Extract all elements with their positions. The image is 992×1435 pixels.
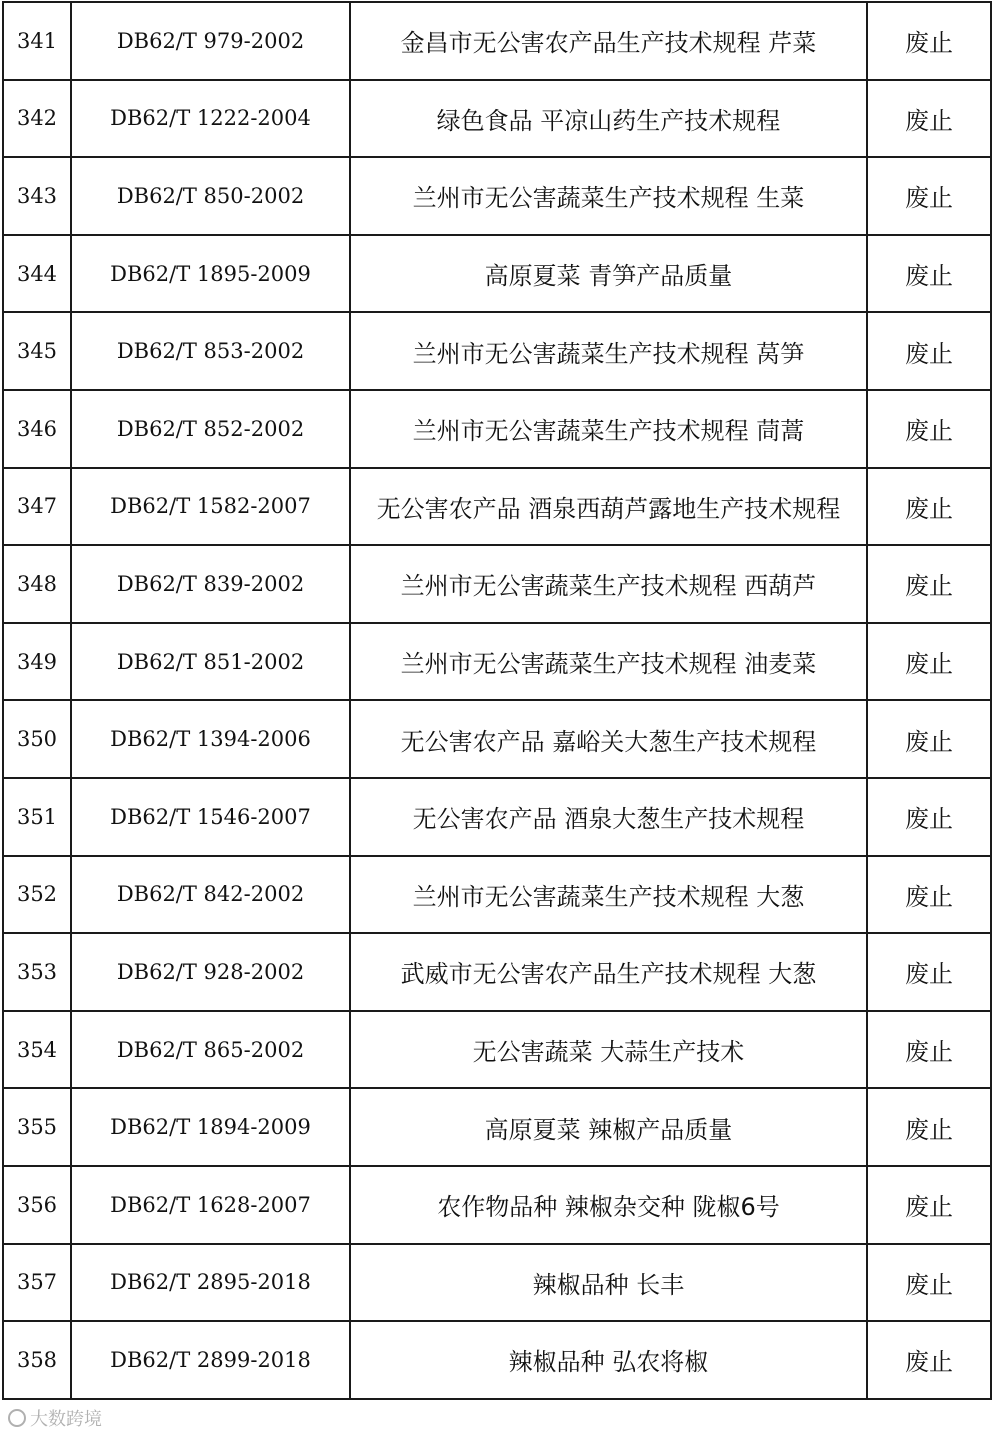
standard-code: DB62/T 850-2002 xyxy=(71,157,350,235)
standards-table xyxy=(2,1,992,1400)
table-row xyxy=(3,700,991,778)
standard-status: 废止 xyxy=(867,778,991,856)
standard-title: 无公害农产品 嘉峪关大葱生产技术规程 xyxy=(350,700,867,778)
standard-title: 兰州市无公害蔬菜生产技术规程 油麦菜 xyxy=(350,623,867,701)
standard-title: 兰州市无公害蔬菜生产技术规程 大葱 xyxy=(350,856,867,934)
standard-status: 废止 xyxy=(867,2,991,80)
table-row xyxy=(3,235,991,313)
row-number: 344 xyxy=(3,235,71,313)
standard-status: 废止 xyxy=(867,856,991,934)
row-number: 350 xyxy=(3,700,71,778)
row-number: 356 xyxy=(3,1166,71,1244)
standard-status: 废止 xyxy=(867,312,991,390)
table-row xyxy=(3,856,991,934)
table-row xyxy=(3,1011,991,1089)
table-row xyxy=(3,623,991,701)
watermark-logo-icon xyxy=(8,1409,26,1427)
table-row xyxy=(3,1321,991,1399)
standard-title: 兰州市无公害蔬菜生产技术规程 莴笋 xyxy=(350,312,867,390)
row-number: 345 xyxy=(3,312,71,390)
standard-code: DB62/T 979-2002 xyxy=(71,2,350,80)
standard-status: 废止 xyxy=(867,933,991,1011)
table-row xyxy=(3,80,991,158)
row-number: 353 xyxy=(3,933,71,1011)
standard-title: 辣椒品种 长丰 xyxy=(350,1244,867,1322)
standard-title: 辣椒品种 弘农将椒 xyxy=(350,1321,867,1399)
watermark xyxy=(8,1405,102,1431)
row-number: 348 xyxy=(3,545,71,623)
standard-title: 兰州市无公害蔬菜生产技术规程 茼蒿 xyxy=(350,390,867,468)
standard-status: 废止 xyxy=(867,1166,991,1244)
standard-code: DB62/T 928-2002 xyxy=(71,933,350,1011)
standard-status: 废止 xyxy=(867,700,991,778)
standard-status: 废止 xyxy=(867,235,991,313)
standard-status: 废止 xyxy=(867,545,991,623)
table-row xyxy=(3,390,991,468)
row-number: 349 xyxy=(3,623,71,701)
table-row xyxy=(3,1244,991,1322)
table-row xyxy=(3,468,991,546)
row-number: 352 xyxy=(3,856,71,934)
standard-status: 废止 xyxy=(867,1088,991,1166)
standard-code: DB62/T 1628-2007 xyxy=(71,1166,350,1244)
table-row xyxy=(3,1088,991,1166)
table-row xyxy=(3,778,991,856)
row-number: 346 xyxy=(3,390,71,468)
standard-code: DB62/T 1894-2009 xyxy=(71,1088,350,1166)
standard-status: 废止 xyxy=(867,623,991,701)
standard-status: 废止 xyxy=(867,157,991,235)
row-number: 347 xyxy=(3,468,71,546)
standard-code: DB62/T 2899-2018 xyxy=(71,1321,350,1399)
standard-title: 绿色食品 平凉山药生产技术规程 xyxy=(350,80,867,158)
row-number: 341 xyxy=(3,2,71,80)
table-row xyxy=(3,933,991,1011)
standard-code: DB62/T 1895-2009 xyxy=(71,235,350,313)
standard-status: 废止 xyxy=(867,1321,991,1399)
standard-title: 无公害蔬菜 大蒜生产技术 xyxy=(350,1011,867,1089)
row-number: 358 xyxy=(3,1321,71,1399)
standard-title: 武威市无公害农产品生产技术规程 大葱 xyxy=(350,933,867,1011)
table-row xyxy=(3,157,991,235)
standard-code: DB62/T 1222-2004 xyxy=(71,80,350,158)
standard-code: DB62/T 2895-2018 xyxy=(71,1244,350,1322)
standard-code: DB62/T 852-2002 xyxy=(71,390,350,468)
table-row xyxy=(3,545,991,623)
standard-title: 无公害农产品 酒泉西葫芦露地生产技术规程 xyxy=(350,468,867,546)
standard-status: 废止 xyxy=(867,468,991,546)
row-number: 342 xyxy=(3,80,71,158)
standard-title: 无公害农产品 酒泉大葱生产技术规程 xyxy=(350,778,867,856)
row-number: 354 xyxy=(3,1011,71,1089)
row-number: 355 xyxy=(3,1088,71,1166)
standard-title: 高原夏菜 青笋产品质量 xyxy=(350,235,867,313)
row-number: 343 xyxy=(3,157,71,235)
standard-code: DB62/T 1546-2007 xyxy=(71,778,350,856)
standard-title: 兰州市无公害蔬菜生产技术规程 西葫芦 xyxy=(350,545,867,623)
standard-status: 废止 xyxy=(867,390,991,468)
row-number: 351 xyxy=(3,778,71,856)
standard-code: DB62/T 851-2002 xyxy=(71,623,350,701)
table-row xyxy=(3,1166,991,1244)
standard-status: 废止 xyxy=(867,1011,991,1089)
table-row xyxy=(3,312,991,390)
row-number: 357 xyxy=(3,1244,71,1322)
standard-status: 废止 xyxy=(867,80,991,158)
standard-title: 兰州市无公害蔬菜生产技术规程 生菜 xyxy=(350,157,867,235)
watermark-text: 大数跨境 xyxy=(30,1409,102,1430)
standard-code: DB62/T 1394-2006 xyxy=(71,700,350,778)
table-row xyxy=(3,2,991,80)
standard-title: 金昌市无公害农产品生产技术规程 芹菜 xyxy=(350,2,867,80)
standard-code: DB62/T 865-2002 xyxy=(71,1011,350,1089)
standard-code: DB62/T 853-2002 xyxy=(71,312,350,390)
standard-code: DB62/T 842-2002 xyxy=(71,856,350,934)
standard-title: 农作物品种 辣椒杂交种 陇椒6号 xyxy=(350,1166,867,1244)
standard-code: DB62/T 839-2002 xyxy=(71,545,350,623)
table-body xyxy=(3,2,991,1399)
standard-title: 高原夏菜 辣椒产品质量 xyxy=(350,1088,867,1166)
standard-status: 废止 xyxy=(867,1244,991,1322)
standard-code: DB62/T 1582-2007 xyxy=(71,468,350,546)
